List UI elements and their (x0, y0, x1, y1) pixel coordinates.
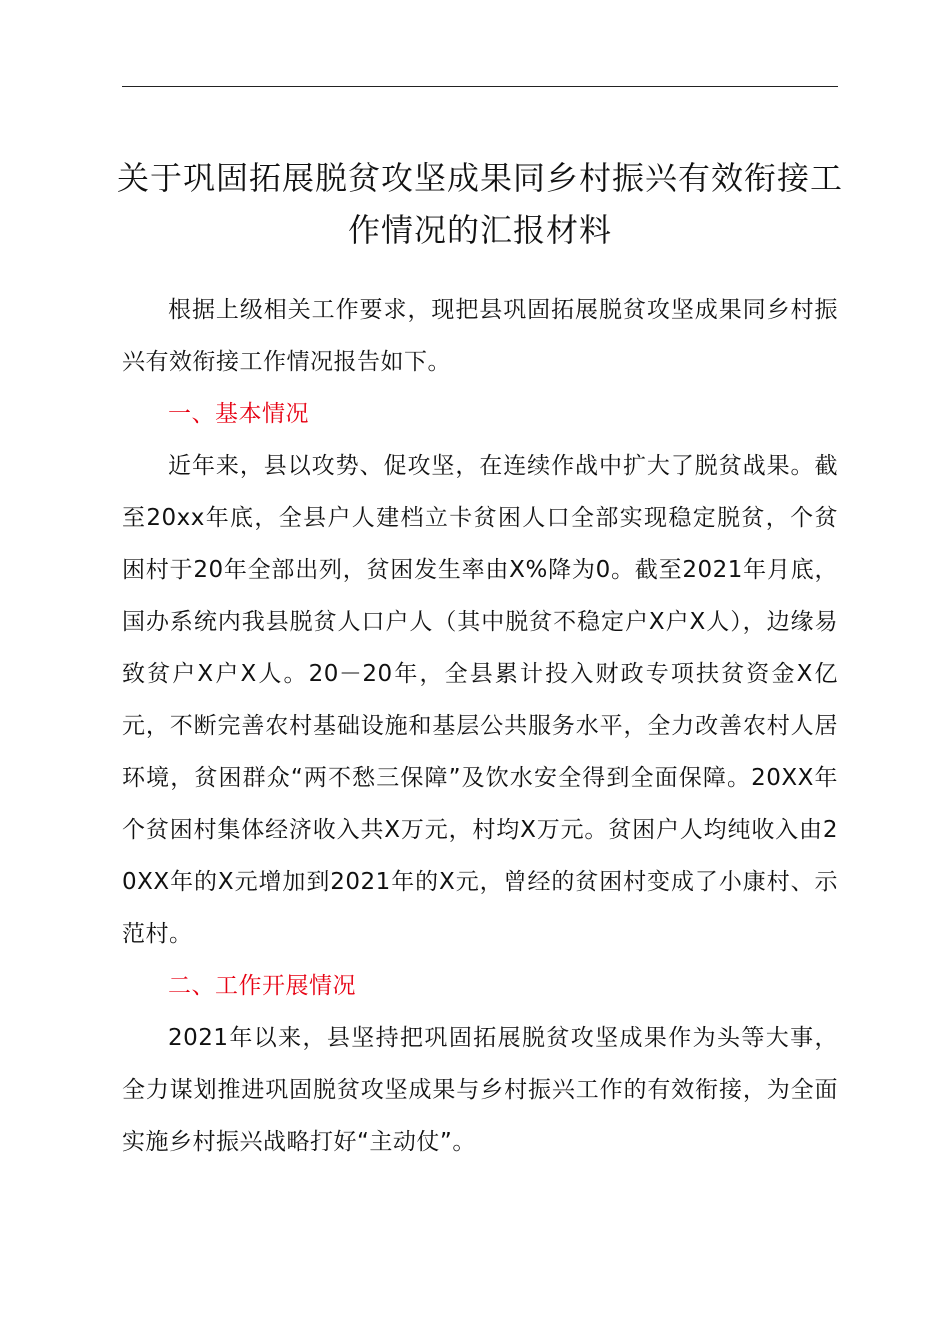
intro-paragraph: 根据上级相关工作要求，现把县巩固拓展脱贫攻坚成果同乡村振兴有效衔接工作情况报告如下。 (122, 297, 838, 375)
section-paragraph-basic: 近年来，县以攻势、促攻坚，在连续作战中扩大了脱贫战果。截至20xx年底，全县户人建档立卡贫困人口全部实现稳定脱贫，个贫困村于20年全部出列，贫困发生率由X%降为0。截至2021年月底，国办系统内我县脱贫人口户人（其中脱贫不稳定户X户X人），边缘易致贫户X户X人。20－20年，全县累计投入财政专项扶贫资金X亿元，不断完善农村基础设施和基层公共服务水平，全力改善农村人居环境，贫困群众“两不愁三保障”及饮水安全得到全面保障。20XX年个贫困村集体经济收入共X万元，村均X万元。贫困户人均纯收入由20XX年的X元增加到2021年的X元，曾经的贫困村变成了小康村、示范村。 (122, 453, 838, 947)
document-body (122, 284, 838, 1168)
document-title: 关于巩固拓展脱贫攻坚成果同乡村振兴有效衔接工作情况的汇报材料 (116, 159, 843, 249)
section-paragraph-work: 2021年以来，县坚持把巩固拓展脱贫攻坚成果作为头等大事，全力谋划推进巩固脱贫攻坚成果与乡村振兴工作的有效衔接，为全面实施乡村振兴战略打好“主动仗”。 (122, 1025, 838, 1155)
header-rule (122, 86, 838, 87)
section-heading-work: 二、工作开展情况 (168, 973, 356, 999)
section-heading-basic: 一、基本情况 (168, 401, 309, 427)
